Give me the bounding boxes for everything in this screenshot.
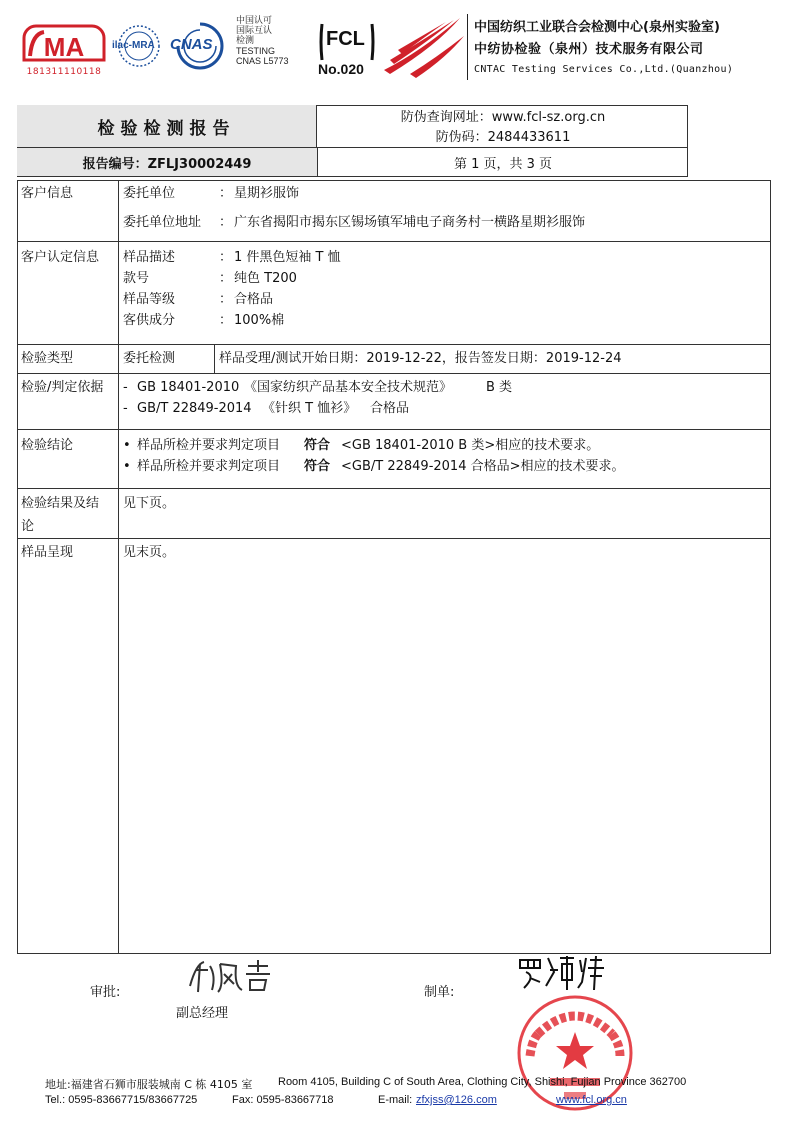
anti-fake-code: 防伪码：2484433611 [435,130,571,145]
row-divider [17,241,771,242]
org-name-cn-2: 中纺协检验（泉州）技术服务有限公司 [474,42,704,57]
prepare-label: 制单: [424,985,455,1000]
label-results-line2: 论 [21,519,35,534]
label-conclusion: 检验结论 [21,438,74,453]
cma-number: 181311110118 [26,67,102,77]
style-no-sep: ： [219,271,233,286]
basis-standard: GB 18401-2010 [137,380,240,395]
approver-signature [186,956,276,996]
client-unit-sep: ： [219,186,233,201]
header-divider [467,14,468,80]
row-divider [17,429,771,430]
appearance-value: 见末页。 [123,545,176,560]
cnas-line: 检测 [236,36,255,46]
sample-grade-key: 样品等级 [123,292,176,307]
cntac-swoosh-logo [380,16,465,78]
telephone: Tel.: 0595-83667715/83667725 [45,1094,198,1106]
email-link[interactable]: zfxjss@126.com [416,1094,497,1106]
composition-key: 客供成分 [123,313,176,328]
basis-standard: GB/T 22849-2014 [137,401,252,416]
type-cell-divider [214,345,215,373]
label-client-confirmed: 客户认定信息 [21,250,100,265]
org-name-en: CNTAC Testing Services Co.,Ltd.(Quanzhou) [474,64,734,75]
conclusion-bullet: • [123,438,131,453]
report-number: 报告编号：ZFLJ30002449 [17,148,317,176]
cnas-line: 中国认可 [236,16,273,26]
address-en: Room 4105, Building C of South Area, Clothing City, Shishi, Fujian Province 362700 [278,1076,687,1088]
row-divider [17,488,771,489]
website-link[interactable]: www.fcl.org.cn [556,1094,627,1106]
client-unit-key: 委托单位 [123,186,176,201]
basis-bullet: - [123,401,128,416]
conclusion-suffix: <GB 18401-2010 B 类>相应的技术要求。 [341,438,600,453]
style-no-key: 款号 [123,271,150,286]
basis-name: 《国家纺织产品基本安全技术规范》 [244,380,453,395]
inspection-dates: 样品受理/测试开始日期：2019-12-22，报告签发日期：2019-12-24 [219,351,622,366]
email-label: E-mail: [378,1094,413,1106]
fcl-logo-text: FCL [326,28,365,50]
row-divider [17,538,771,539]
conclusion-prefix: 样品所检并要求判定项目 [137,438,281,453]
cnas-accreditation-text [236,16,289,66]
org-name-cn-1: 中国纺织工业联合会检测中心(泉州实验室) [474,20,720,35]
label-appearance: 样品呈现 [21,545,74,560]
conclusion-verdict: 符合 [304,438,331,453]
fax: Fax: 0595-83667718 [232,1094,334,1106]
client-address-key: 委托单位地址 [123,215,202,230]
style-no-value: 纯色 T200 [234,271,297,286]
row-divider [17,373,771,374]
sample-grade-value: 合格品 [234,292,274,307]
svg-text:MA: MA [43,32,85,62]
cma-logo [22,20,106,70]
label-inspection-type: 检验类型 [21,351,74,366]
basis-grade: B 类 [486,380,513,395]
report-title: 检验检测报告 [17,105,317,147]
composition-value: 100%棉 [234,313,285,328]
label-client-info: 客户信息 [21,186,74,201]
conclusion-suffix: <GB/T 22849-2014 合格品>相应的技术要求。 [341,459,625,474]
fcl-number: No.020 [318,61,364,77]
sample-desc-value: 1 件黑色短袖 T 恤 [234,250,341,265]
address-cn: 地址:福建省石狮市服装城南 C 栋 4105 室 [45,1078,253,1091]
ilac-mra-text: ilac-MRA [112,40,155,51]
conclusion-bullet: • [123,459,131,474]
approve-label: 审批: [90,985,121,1000]
results-value: 见下页。 [123,496,176,511]
verify-url: 防伪查询网址：www.fcl-sz.org.cn [400,110,606,125]
conclusion-prefix: 样品所检并要求判定项目 [137,459,281,474]
basis-bullet: - [123,380,128,395]
label-basis: 检验/判定依据 [21,380,104,395]
sample-desc-key: 样品描述 [123,250,176,265]
cnas-logo-text: CNAS [170,36,213,53]
row-divider [17,344,771,345]
cnas-line: TESTING [236,46,276,56]
inspection-type-value: 委托检测 [123,351,176,366]
basis-grade: 合格品 [370,401,410,416]
label-column-divider [118,180,119,954]
client-unit-value: 星期衫服饰 [234,186,300,201]
sample-desc-sep: ： [219,250,233,265]
sample-grade-sep: ： [219,292,233,307]
preparer-signature [516,952,606,994]
label-results-line1: 检验结果及结 [21,496,100,511]
basis-name: 《针织 T 恤衫》 [262,401,357,416]
composition-sep: ： [219,313,233,328]
page-info: 第 1 页，共 3 页 [453,156,553,172]
conclusion-verdict: 符合 [304,459,331,474]
label-results [21,493,116,537]
client-address-value: 广东省揭阳市揭东区锡场镇军埔电子商务村一横路星期衫服饰 [234,215,586,230]
client-address-sep: ： [219,215,233,230]
approver-title: 副总经理 [176,1006,229,1021]
cnas-line: CNAS L5773 [236,56,289,66]
cnas-line: 国际互认 [236,26,273,36]
